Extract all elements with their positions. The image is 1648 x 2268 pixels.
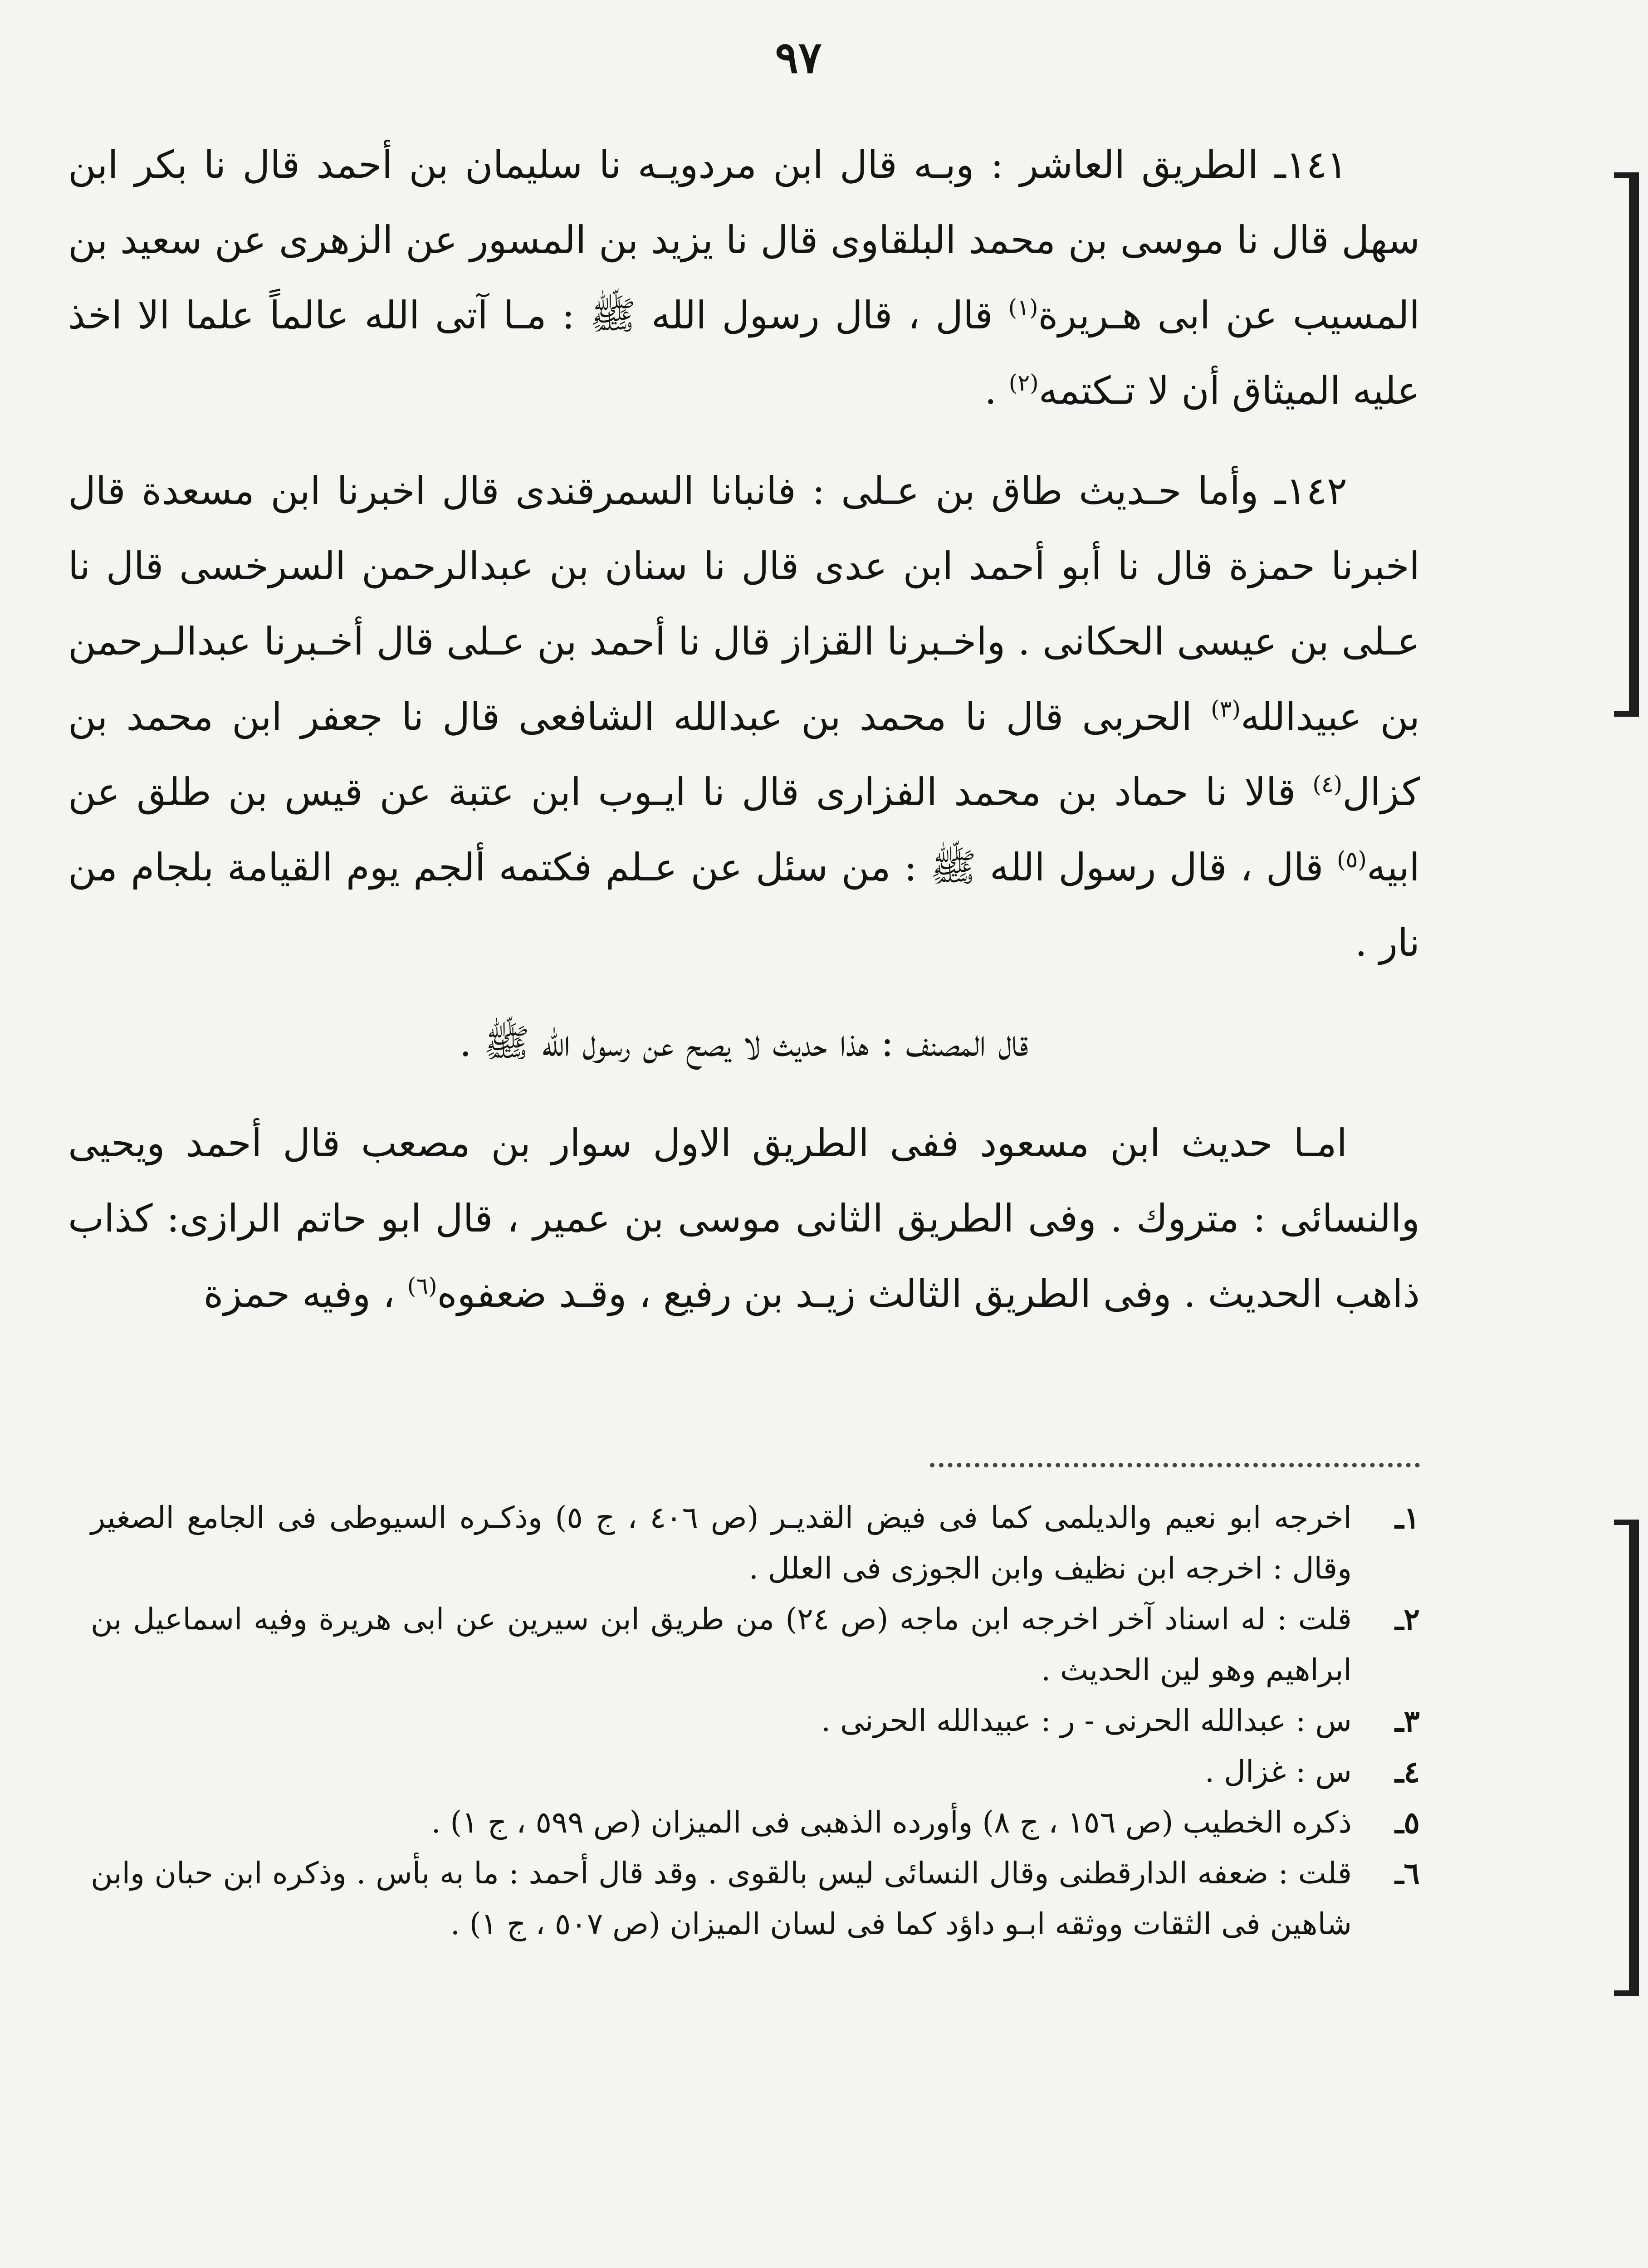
footnote-ref: (١) bbox=[1008, 294, 1038, 321]
footnote-item bbox=[91, 1492, 1420, 1594]
footnote-text: قلت : ضعفه الدارقطنى وقال النسائى ليس بالقوى . وقد قال أحمد : ما به بأس . وذكره ابن حبان وابن شاهين فى الثقات ووثقه ابـو داؤد كما فى لسان الميزان (ص ٥٠٧ ، ج ١) . bbox=[91, 1856, 1352, 1941]
footnote-number: ٥ـ bbox=[1395, 1805, 1420, 1840]
footnote-number: ٣ـ bbox=[1395, 1703, 1420, 1739]
binding-mark bbox=[1614, 172, 1639, 178]
footnote-text: س : غزال . bbox=[1205, 1754, 1352, 1789]
footnote-separator bbox=[930, 1463, 1420, 1467]
page-number: ٩٧ bbox=[775, 32, 822, 83]
paragraph-text: ١٤٢ـ وأما حـديث طاق بن عـلى : فانبانا السمرقندى قال اخبرنا ابن مسعدة قال اخبرنا حمزة قال نا أبو أحمد ابن عدى قال نا سنان بن عبدالرحمن السرخسى قال نا عـلى بن عيسى الحكانى . واخـبرنا القزاز قال نا أحمد بن عـلى قال أخـبرنا عبدالـرحمن بن عبيدالله bbox=[68, 469, 1420, 739]
footnote-item bbox=[91, 1797, 1420, 1848]
footnote-number: ٤ـ bbox=[1395, 1754, 1420, 1789]
paragraph-text: قال ، قال رسول الله ﷺ : مـا آتى الله عالماً علما الا اخذ عليه الميثاق أن لا تـكتمه bbox=[68, 293, 1420, 413]
author-remark bbox=[68, 1005, 1420, 1080]
footnote-number: ٢ـ bbox=[1395, 1602, 1420, 1637]
footnote-text: قلت : له اسناد آخر اخرجه ابن ماجه (ص ٢٤) من طريق ابن سيرين عن ابى هريرة وفيه اسماعيل بن ابراهيم وهو لين الحديث . bbox=[91, 1602, 1352, 1687]
binding-mark bbox=[1614, 1990, 1639, 1996]
paragraph-text: قالا نا حماد بن محمد الفزارى قال نا ايـوب ابن عتبة عن قيس بن طلق عن ابيه bbox=[68, 770, 1420, 890]
footnote-item bbox=[91, 1848, 1420, 1950]
footnote-number: ٦ـ bbox=[1395, 1856, 1420, 1891]
paragraph-142 bbox=[68, 453, 1420, 980]
footnote-number: ١ـ bbox=[1395, 1500, 1420, 1535]
footnote-ref: (٦) bbox=[407, 1273, 437, 1299]
binding-mark bbox=[1614, 711, 1639, 717]
footnote-ref: (٣) bbox=[1211, 696, 1241, 722]
footnote-ref: (٤) bbox=[1312, 771, 1343, 797]
paragraph-text: ، وفيه حمزة bbox=[203, 1271, 407, 1316]
footnote-text: اخرجه ابو نعيم والديلمى كما فى فيض القديـر (ص ٤٠٦ ، ج ٥) وذكـره السيوطى فى الجامع الصغير وقال : اخرجه ابن نظيف وابن الجوزى فى العلل . bbox=[91, 1500, 1352, 1586]
paragraph-text: قال ، قال رسول الله ﷺ : من سئل عن عـلم فكتمه ألجم يوم القيامة بلجام من نار . bbox=[68, 845, 1420, 965]
footnote-item bbox=[91, 1696, 1420, 1746]
paragraph-text: . bbox=[984, 368, 1009, 413]
footnote-item bbox=[91, 1594, 1420, 1696]
paragraph-commentary bbox=[68, 1105, 1420, 1331]
footnote-text: س : عبدالله الحرنى - ر : عبيدالله الحرنى . bbox=[821, 1703, 1352, 1738]
paragraph-text: ١٤١ـ الطريق العاشر : وبـه قال ابن مردويـه نا سليمان بن أحمد قال نا بكر ابن سهل قال نا موسى بن محمد البلقاوى قال نا يزيد بن المسور عن الزهرى عن سعيد بن المسيب عن ابى هـريرة bbox=[68, 142, 1420, 337]
binding-mark bbox=[1629, 172, 1639, 717]
paragraph-text: قال المصنف : هذا حديث لا يصح عن رسول الله ﷺ . bbox=[459, 1021, 1029, 1065]
footnote-ref: (٥) bbox=[1337, 846, 1367, 873]
footnotes bbox=[91, 1492, 1420, 1950]
binding-mark bbox=[1614, 1520, 1639, 1525]
paragraph-141 bbox=[68, 127, 1420, 428]
footnote-item bbox=[91, 1746, 1420, 1797]
footnote-ref: (٢) bbox=[1008, 370, 1039, 396]
book-binding-edge bbox=[1621, 0, 1648, 2268]
footnote-text: ذكره الخطيب (ص ١٥٦ ، ج ٨) وأورده الذهبى فى الميزان (ص ٥٩٩ ، ج ١) . bbox=[431, 1805, 1352, 1840]
paragraph-text: الحربى قال نا محمد بن عبدالله الشافعى قال نا جعفر ابن محمد بن كزال bbox=[68, 694, 1420, 814]
binding-mark bbox=[1629, 1520, 1639, 1996]
main-text bbox=[68, 127, 1420, 1356]
paragraph-text: امـا حديث ابن مسعود ففى الطريق الاول سوار بن مصعب قال أحمد ويحيى والنسائى : متروك . وفى الطريق الثانى موسى بن عمير ، قال ابو حاتم الرازى: كذاب ذاهب الحديث . وفى الطريق الثالث زيـد بن رفيع ، وقـد ضعفوه bbox=[68, 1121, 1420, 1316]
